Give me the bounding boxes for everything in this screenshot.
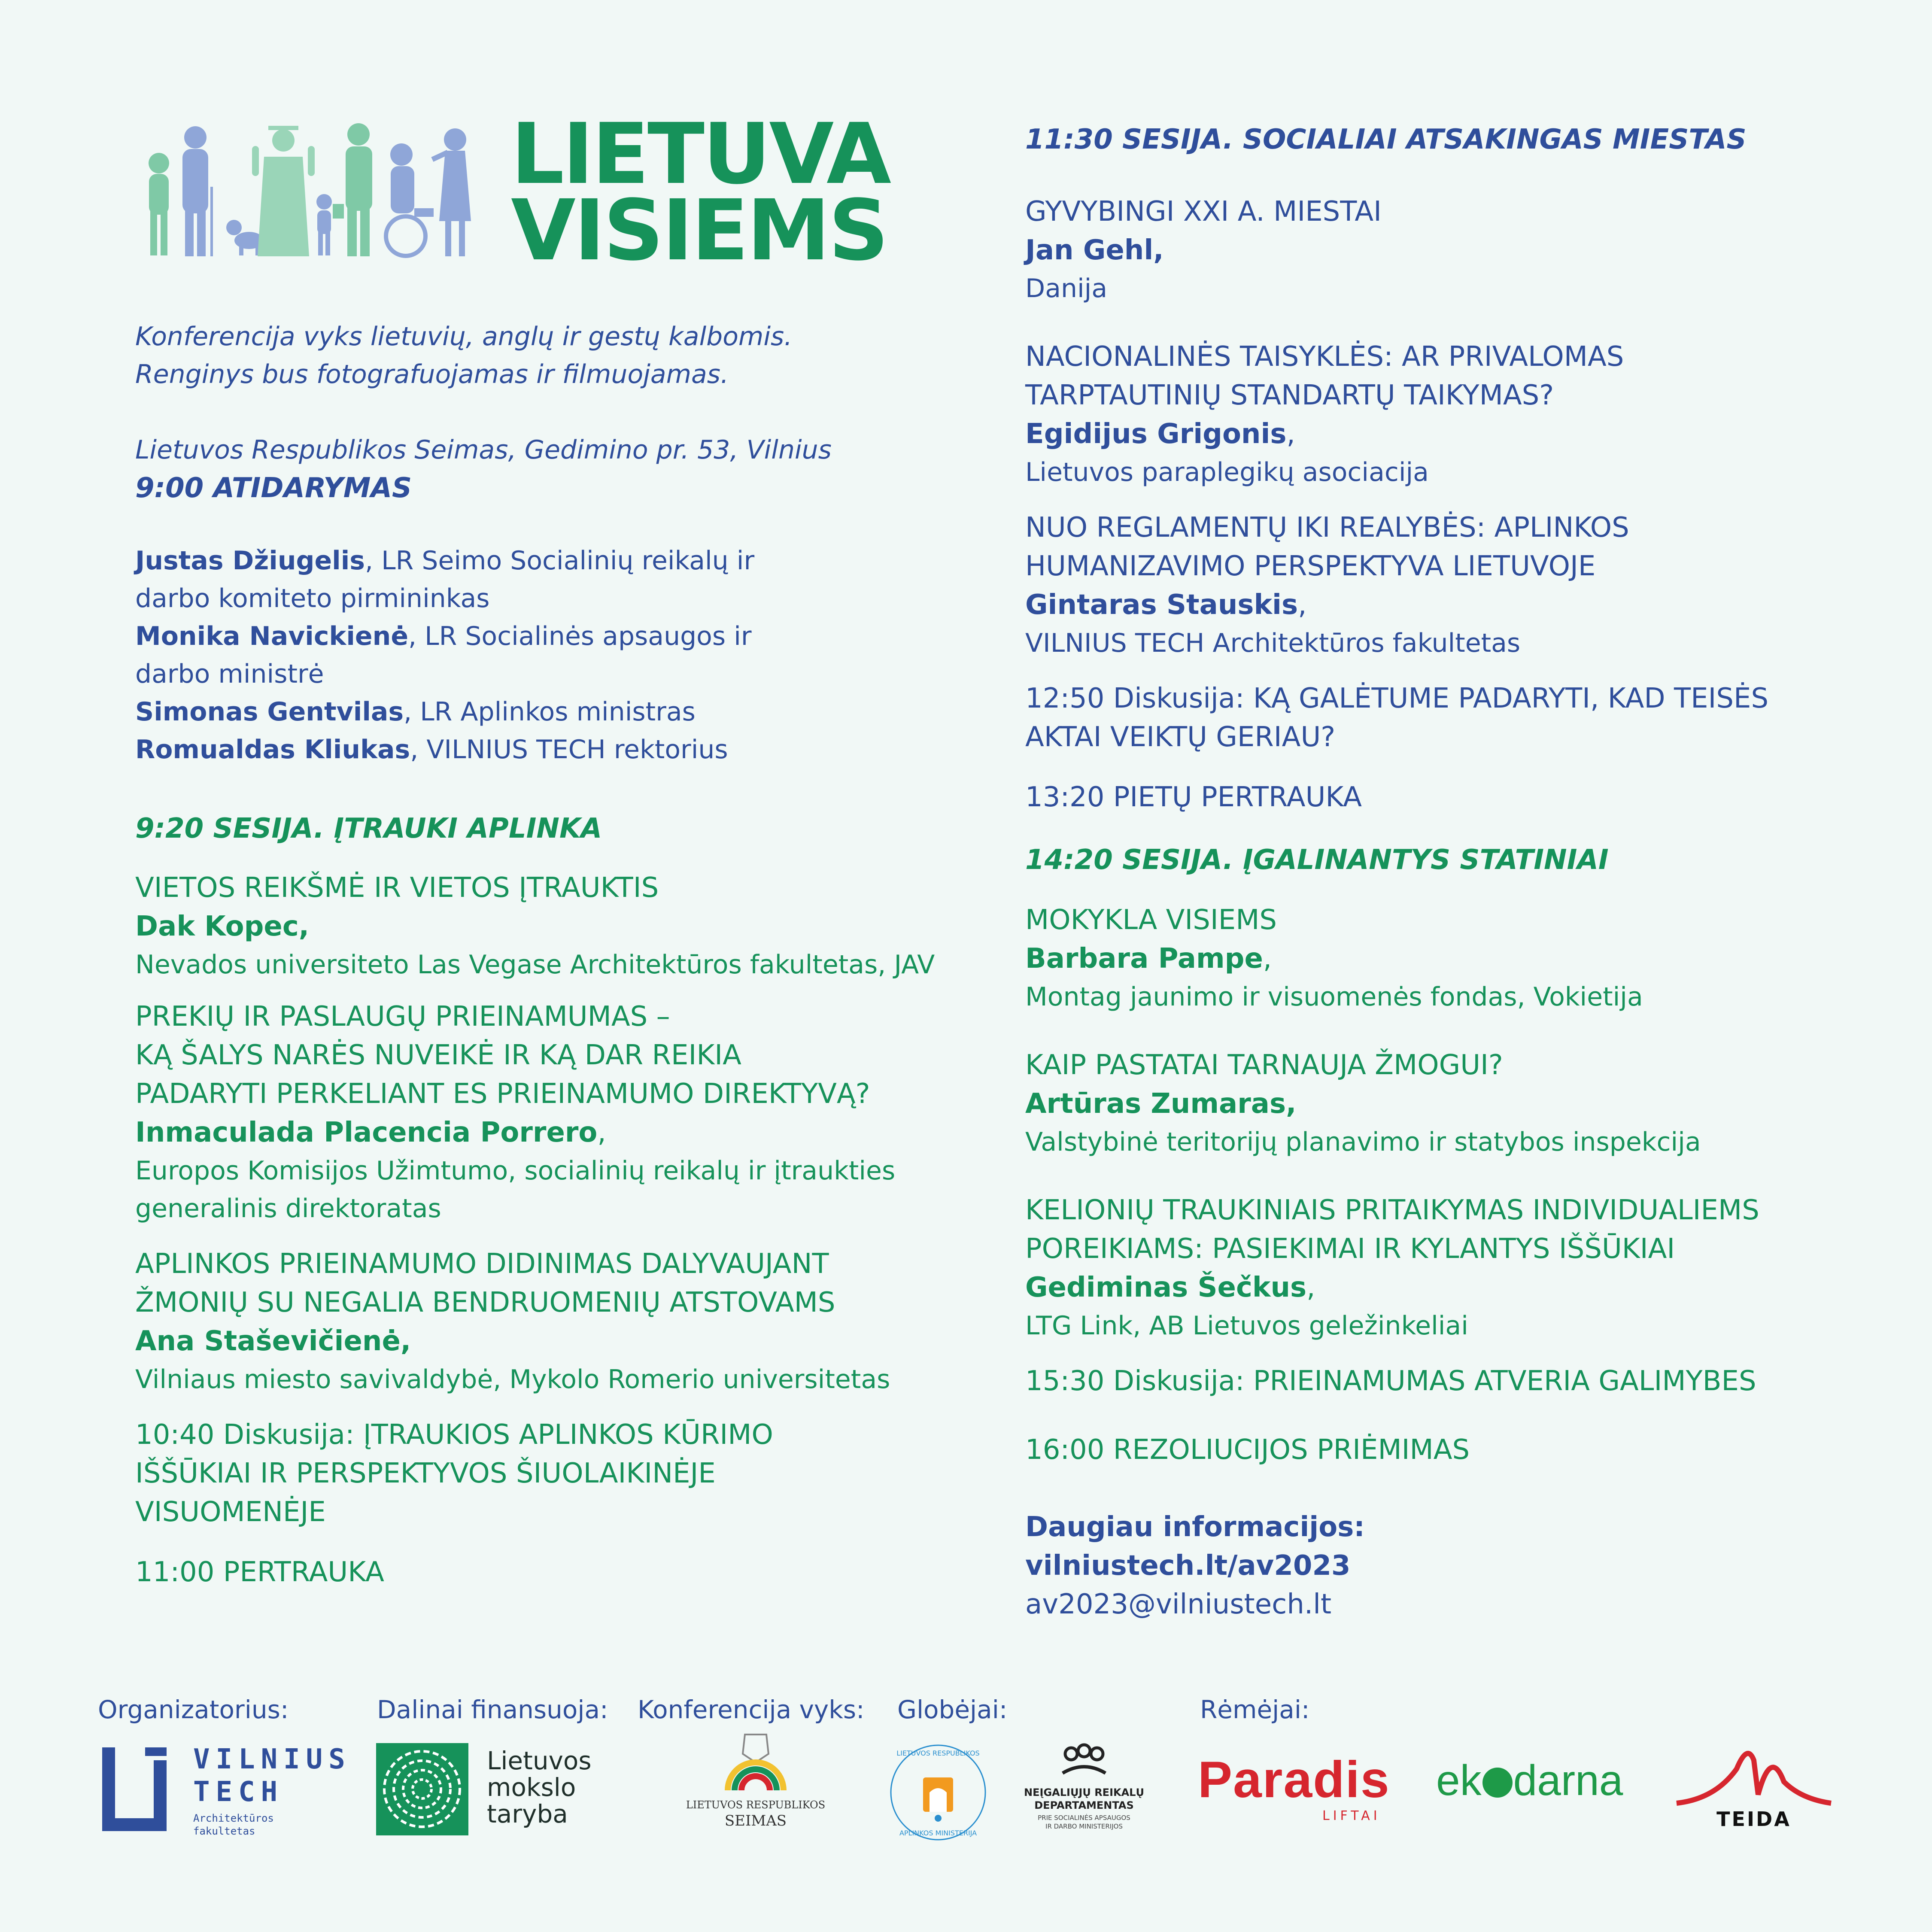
- right-column: [1025, 120, 1862, 1624]
- lmt-logo: [376, 1743, 599, 1838]
- opening-heading: 9:00 ATIDARYMAS: [135, 472, 412, 504]
- session1-discussion: [135, 1416, 951, 1531]
- discussion-line: 10:40 Diskusija: ĮTRAUKIOS APLINKOS KŪRIMO: [135, 1419, 773, 1451]
- talk-affiliation: Montag jaunimo ir visuomenės fondas, Vokietija: [1025, 982, 1643, 1012]
- talk-title: PREKIŲ IR PASLAUGŲ PRIEINAMUMAS –: [135, 1001, 670, 1033]
- opening-speakers: [135, 542, 951, 769]
- vilniustech-logo: [98, 1743, 351, 1838]
- speaker-role: , VILNIUS TECH rektorius: [410, 735, 728, 765]
- teida-logo: [1672, 1735, 1835, 1833]
- patrons-label: Globėjai:: [897, 1695, 1008, 1724]
- talk-speaker: Inmaculada Placencia Porrero: [135, 1117, 598, 1148]
- ekodarna-name-a: ek: [1436, 1756, 1482, 1804]
- speaker-name: Romualdas Kliukas: [135, 735, 410, 765]
- logo-people-illustration: [140, 122, 479, 260]
- session1-talk-3: [135, 1245, 951, 1398]
- talk-title: KĄ ŠALYS NARĖS NUVEIKĖ IR KĄ DAR REIKIA: [135, 1039, 741, 1071]
- talk-title: ŽMONIŲ SU NEGALIA BENDRUOMENIŲ ATSTOVAMS: [135, 1287, 835, 1318]
- talk-speaker-line: [135, 1322, 951, 1361]
- logo-title-line1: LIETUVA: [511, 105, 890, 203]
- speaker-name: Justas Džiugelis: [135, 546, 365, 576]
- talk-title: HUMANIZAVIMO PERSPEKTYVA LIETUVOJE: [1025, 550, 1596, 582]
- session2-break: 13:20 PIETŲ PERTRAUKA: [1025, 781, 1362, 813]
- talk-speaker-line: [1025, 1268, 1862, 1307]
- lmt-mark-icon: [376, 1743, 468, 1835]
- vilniustech-mark-icon: [98, 1743, 171, 1838]
- ministry-emblem-icon: [889, 1743, 987, 1842]
- talk-speaker: Egidijus Grigonis: [1025, 418, 1287, 450]
- talk-affiliation: Vilniaus miesto savivaldybė, Mykolo Romerio universitetas: [135, 1364, 890, 1394]
- teida-name: TEIDA: [1716, 1807, 1791, 1831]
- speaker-role-cont: darbo ministrė: [135, 659, 324, 689]
- talk-title: POREIKIAMS: PASIEKIMAI IR KYLANTYS IŠŠŪKIAI: [1025, 1233, 1675, 1265]
- funder-label: Dalinai finansuoja:: [377, 1695, 608, 1724]
- left-column: [135, 318, 951, 1592]
- ekodarna-leaf-icon: [1482, 1768, 1513, 1798]
- talk-speaker: Gintaras Stauskis: [1025, 589, 1298, 621]
- lmt-line1: Lietuvos: [487, 1746, 592, 1775]
- talk-title: KAIP PASTATAI TARNAUJA ŽMOGUI?: [1025, 1049, 1503, 1081]
- talk-affiliation: generalinis direktoratas: [135, 1194, 441, 1224]
- talk-title: GYVYBINGI XXI A. MIESTAI: [1025, 196, 1382, 228]
- intro-line2: Renginys bus fotografuojamas ir filmuojamas.: [135, 359, 729, 389]
- talk-affiliation: LTG Link, AB Lietuvos geležinkeliai: [1025, 1311, 1468, 1341]
- talk-speaker-line: [1025, 415, 1862, 453]
- talk-affiliation: Lietuvos paraplegikų asociacija: [1025, 457, 1429, 487]
- ndnt-line3: PRIE SOCIALINĖS APSAUGOS: [1038, 1814, 1130, 1822]
- speaker-line: [135, 693, 951, 731]
- more-info-url[interactable]: vilniustech.lt/av2023: [1025, 1550, 1351, 1582]
- session2-heading: 11:30 SESIJA. SOCIALIAI ATSAKINGAS MIESTAS: [1025, 124, 1747, 155]
- logo-title: [511, 105, 890, 279]
- discussion-line: AKTAI VEIKTŲ GERIAU?: [1025, 721, 1336, 753]
- speaker-line: [135, 542, 951, 580]
- seimas-line1: LIETUVOS RESPUBLIKOS: [686, 1799, 826, 1811]
- talk-title: KELIONIŲ TRAUKINIAIS PRITAIKYMAS INDIVIDUALIEMS: [1025, 1194, 1759, 1226]
- session2-talk-2: [1025, 337, 1862, 491]
- talk-speaker: Barbara Pampe: [1025, 943, 1263, 975]
- ndnt-line1: NEĮGALIŲJŲ REIKALŲ: [1024, 1786, 1144, 1798]
- more-info-email[interactable]: av2023@vilniustech.lt: [1025, 1589, 1332, 1620]
- speaker-role: , LR Aplinkos ministras: [404, 697, 696, 727]
- venue-label: Konferencija vyks:: [638, 1695, 865, 1724]
- session3-discussion: 15:30 Diskusija: PRIEINAMUMAS ATVERIA GALIMYBES: [1025, 1365, 1756, 1397]
- session1-break: 11:00 PERTRAUKA: [135, 1556, 384, 1588]
- more-info: [1025, 1508, 1862, 1624]
- session3-heading: 14:20 SESIJA. ĮGALINANTYS STATINIAI: [1025, 844, 1609, 876]
- session3-resolution: 16:00 REZOLIUCIJOS PRIĖMIMAS: [1025, 1434, 1470, 1466]
- supporters-label: Rėmėjai:: [1200, 1695, 1310, 1724]
- speaker-name: Monika Navickienė: [135, 621, 409, 651]
- talk-affiliation: Danija: [1025, 273, 1108, 304]
- ndnt-line4: IR DARBO MINISTERIJOS: [1045, 1823, 1123, 1830]
- vilniustech-line1: VILNIUS: [193, 1744, 351, 1775]
- talk-title: MOKYKLA VISIEMS: [1025, 904, 1277, 936]
- session3-talk-2: [1025, 1046, 1862, 1161]
- talk-title: PADARYTI PERKELIANT ES PRIEINAMUMO DIREKTYVĄ?: [135, 1078, 870, 1110]
- seimas-logo: [683, 1730, 829, 1833]
- venue-line: Lietuvos Respublikos Seimas, Gedimino pr. 53, Vilnius: [135, 435, 832, 465]
- talk-speaker: Gediminas Šečkus: [1025, 1272, 1307, 1303]
- speaker-role-cont: darbo komiteto pirmininkas: [135, 583, 490, 614]
- talk-speaker-line: [1025, 586, 1862, 624]
- talk-speaker-suffix: ,: [597, 1117, 606, 1148]
- ndnt-emblem-icon: [1058, 1743, 1110, 1782]
- speaker-line: [135, 617, 951, 655]
- ekodarna-logo: [1436, 1757, 1659, 1808]
- vilniustech-sub1: Architektūros: [193, 1812, 274, 1824]
- session1-talk-2: [135, 997, 951, 1227]
- talk-affiliation: VILNIUS TECH Architektūros fakultetas: [1025, 628, 1521, 658]
- ekodarna-name-b: darna: [1513, 1756, 1623, 1804]
- paradis-name: Paradis: [1198, 1751, 1390, 1808]
- session2-talk-1: [1025, 192, 1862, 307]
- talk-speaker-suffix: ,: [1263, 943, 1272, 975]
- talk-speaker: Ana Staševičienė,: [135, 1325, 411, 1357]
- seimas-emblem-icon: [719, 1730, 792, 1795]
- talk-speaker-line: [135, 907, 951, 946]
- session2-talk-3: [1025, 508, 1862, 662]
- speaker-role: , LR Socialinės apsaugos ir: [408, 621, 752, 651]
- ndnt-line2: DEPARTAMENTAS: [1034, 1799, 1134, 1811]
- vilniustech-sub2: fakultetas: [193, 1825, 255, 1837]
- paradis-sub: LIFTAI: [1322, 1808, 1381, 1823]
- discussion-line: 12:50 Diskusija: KĄ GALĖTUME PADARYTI, KAD TEISĖS: [1025, 683, 1769, 714]
- talk-speaker-suffix: ,: [1298, 589, 1307, 621]
- talk-speaker-suffix: ,: [1286, 418, 1295, 450]
- talk-title: NUO REGLAMENTŲ IKI REALYBĖS: APLINKOS: [1025, 512, 1629, 544]
- talk-title: VIETOS REIKŠMĖ IR VIETOS ĮTRAUKTIS: [135, 872, 659, 904]
- vilniustech-line2: TECH: [193, 1776, 284, 1808]
- talk-title: APLINKOS PRIEINAMUMO DIDINIMAS DALYVAUJANT: [135, 1248, 829, 1280]
- talk-affiliation: Valstybinė teritorijų planavimo ir statybos inspekcija: [1025, 1127, 1701, 1157]
- session3-talk-3: [1025, 1191, 1862, 1345]
- discussion-line: VISUOMENĖJE: [135, 1496, 326, 1528]
- teida-mark-icon: [1672, 1735, 1835, 1812]
- session1-heading: 9:20 SESIJA. ĮTRAUKI APLINKA: [135, 813, 602, 844]
- ministry-ring-bottom: APLINKOS MINISTERIJA: [899, 1829, 977, 1837]
- speaker-name: Simonas Gentvilas: [135, 697, 404, 727]
- session3-talk-1: [1025, 901, 1862, 1016]
- speaker-role: , LR Seimo Socialinių reikalų ir: [365, 546, 755, 576]
- talk-title: TARPTAUTINIŲ STANDARTŲ TAIKYMAS?: [1025, 380, 1554, 411]
- speaker-line: [135, 731, 951, 769]
- ndnt-logo: [1013, 1743, 1155, 1842]
- seimas-line2: SEIMAS: [724, 1812, 787, 1829]
- logo-title-line2: VISIEMS: [511, 182, 887, 279]
- talk-speaker-suffix: ,: [1306, 1272, 1315, 1303]
- talk-speaker: Artūras Zumaras,: [1025, 1088, 1297, 1120]
- talk-title: NACIONALINĖS TAISYKLĖS: AR PRIVALOMAS: [1025, 341, 1624, 373]
- talk-speaker: Jan Gehl,: [1025, 234, 1164, 266]
- ministry-ring-top: LIETUVOS RESPUBLIKOS: [896, 1749, 980, 1757]
- talk-affiliation: Europos Komisijos Užimtumo, socialinių reikalų ir įtraukties: [135, 1156, 896, 1186]
- talk-affiliation: Nevados universiteto Las Vegase Architektūros fakultetas, JAV: [135, 950, 935, 980]
- session1-talk-1: [135, 869, 951, 984]
- talk-speaker-line: [135, 1113, 951, 1152]
- talk-speaker-line: [1025, 939, 1862, 978]
- lmt-line2: mokslo: [487, 1773, 576, 1802]
- talk-speaker-line: [1025, 231, 1862, 270]
- session2-discussion: [1025, 679, 1862, 756]
- talk-speaker-line: [1025, 1084, 1862, 1123]
- paradis-logo: [1198, 1752, 1404, 1829]
- more-info-label: Daugiau informacijos:: [1025, 1511, 1365, 1543]
- organizer-label: Organizatorius:: [98, 1695, 289, 1724]
- lmt-line3: taryba: [487, 1799, 568, 1829]
- intro-line1: Konferencija vyks lietuvių, anglų ir gestų kalbomis.: [135, 322, 793, 352]
- talk-speaker: Dak Kopec,: [135, 911, 310, 942]
- discussion-line: IŠŠŪKIAI IR PERSPEKTYVOS ŠIUOLAIKINĖJE: [135, 1458, 716, 1489]
- ministry-logo: [889, 1743, 987, 1842]
